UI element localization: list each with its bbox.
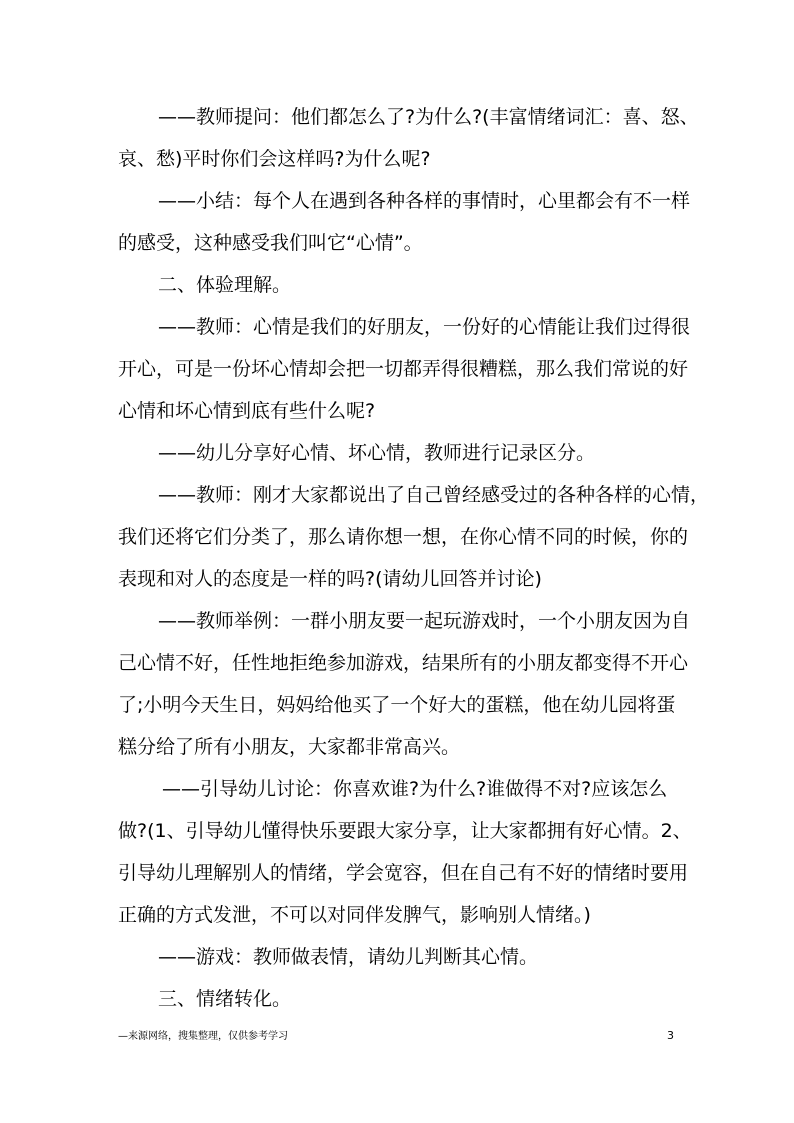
paragraph-line: ——教师提问：他们都怎么了?为什么?(丰富情绪词汇：喜、怒、 xyxy=(158,106,699,128)
paragraph-line: 做?(1、引导幼儿懂得快乐要跟大家分享，让大家都拥有好心情。2、 xyxy=(118,820,692,842)
paragraph-line: 我们还将它们分类了，那么请你想一想，在你心情不同的时候，你的 xyxy=(118,526,689,548)
section-heading: 三、情绪转化。 xyxy=(158,988,292,1010)
paragraph-line: 了;小明今天生日，妈妈给他买了一个好大的蛋糕，他在幼儿园将蛋 xyxy=(118,694,676,716)
paragraph-line: 的感受，这种感受我们叫它“心情”。 xyxy=(118,232,423,254)
paragraph-line: 开心，可是一份坏心情却会把一切都弄得很糟糕，那么我们常说的好 xyxy=(118,358,689,380)
paragraph-line: 表现和对人的态度是一样的吗?(请幼儿回答并讨论) xyxy=(118,568,542,590)
paragraph-line: 正确的方式发泄，不可以对同伴发脾气，影响别人情绪。) xyxy=(118,904,591,926)
paragraph-line: ——游戏：教师做表情，请幼儿判断其心情。 xyxy=(158,946,539,968)
paragraph-line: 引导幼儿理解别人的情绪，学会宽容，但在自己有不好的情绪时要用 xyxy=(118,862,689,884)
paragraph-line: ——小结：每个人在遇到各种各样的事情时，心里都会有不一样 xyxy=(158,190,691,212)
paragraph-line: ——教师：心情是我们的好朋友，一份好的心情能让我们过得很 xyxy=(158,316,691,338)
paragraph-line: ——引导幼儿讨论：你喜欢谁?为什么?谁做得不对?应该怎么 xyxy=(162,778,668,800)
paragraph-line: ——幼儿分享好心情、坏心情，教师进行记录区分。 xyxy=(158,442,596,464)
paragraph-line: ——教师：刚才大家都说出了自己曾经感受过的各种各样的心情， xyxy=(158,484,710,506)
paragraph-line: ——教师举例：一群小朋友要一起玩游戏时，一个小朋友因为自 xyxy=(158,610,691,632)
section-heading: 二、体验理解。 xyxy=(158,274,292,296)
page-number: 3 xyxy=(667,1029,674,1042)
paragraph-line: 己心情不好，任性地拒绝参加游戏，结果所有的小朋友都变得不开心 xyxy=(118,652,689,674)
paragraph-line: 心情和坏心情到底有些什么呢? xyxy=(118,400,376,422)
footer-source-note: —来源网络，搜集整理，仅供参考学习 xyxy=(118,1031,288,1042)
paragraph-line: 糕分给了所有小朋友，大家都非常高兴。 xyxy=(118,736,461,758)
paragraph-line: 哀、愁)平时你们会这样吗?为什么呢? xyxy=(118,148,431,170)
